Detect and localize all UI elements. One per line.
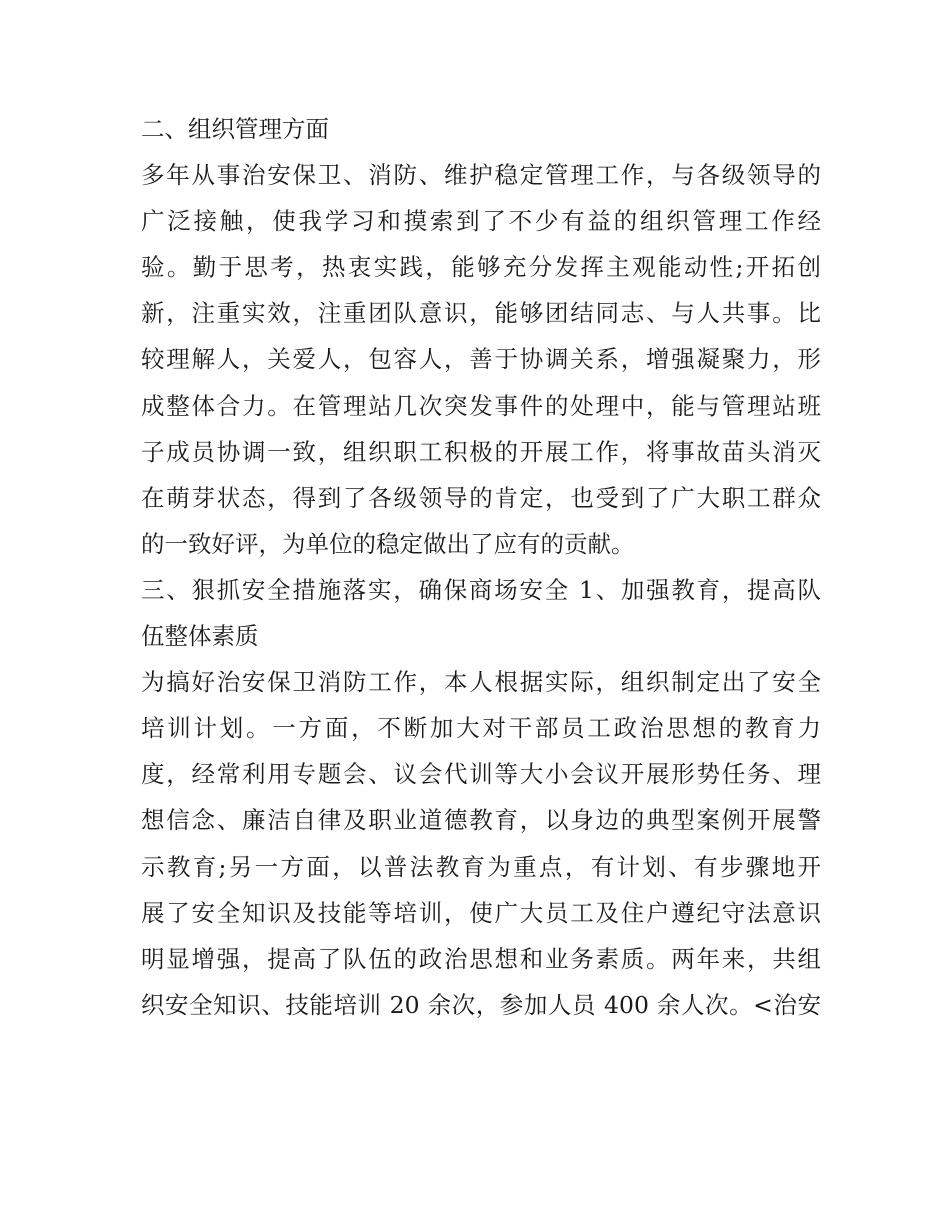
section-heading: 三、狠抓安全措施落实，确保商场安全 1、加强教育，提高队 bbox=[141, 575, 821, 604]
document-body bbox=[141, 106, 821, 1028]
text-line: 展了安全知识及技能等培训，使广大员工及住户遵纪守法意识 bbox=[141, 898, 821, 927]
text-line: 在萌芽状态，得到了各级领导的肯定，也受到了广大职工群众 bbox=[141, 483, 821, 512]
text-line: 广泛接触，使我学习和摸索到了不少有益的组织管理工作经 bbox=[141, 207, 821, 236]
section-heading: 伍整体素质 bbox=[141, 622, 259, 651]
text-line: 子成员协调一致，组织职工积极的开展工作，将事故苗头消灭 bbox=[141, 437, 821, 466]
text-line: 新，注重实效，注重团队意识，能够团结同志、与人共事。比 bbox=[141, 299, 821, 328]
text-line: 想信念、廉洁自律及职业道德教育，以身边的典型案例开展警 bbox=[141, 806, 821, 835]
text-line: 多年从事治安保卫、消防、维护稳定管理工作，与各级领导的 bbox=[141, 161, 821, 190]
text-line: 为搞好治安保卫消防工作，本人根据实际，组织制定出了安全 bbox=[141, 668, 821, 697]
text-line: 培训计划。一方面，不断加大对干部员工政治思想的教育力 bbox=[141, 714, 821, 743]
text-line: 较理解人，关爱人，包容人，善于协调关系，增强凝聚力，形 bbox=[141, 345, 821, 374]
text-line: 示教育;另一方面，以普法教育为重点，有计划、有步骤地开 bbox=[141, 852, 821, 881]
section-heading: 二、组织管理方面 bbox=[141, 115, 329, 143]
text-line: 明显增强，提高了队伍的政治思想和业务素质。两年来，共组 bbox=[141, 944, 821, 973]
text-line: 织安全知识、技能培训 20 余次，参加人员 400 余人次。<治安 bbox=[141, 990, 821, 1019]
text-line: 度，经常利用专题会、议会代训等大小会议开展形势任务、理 bbox=[141, 760, 821, 789]
text-line: 的一致好评，为单位的稳定做出了应有的贡献。 bbox=[141, 529, 635, 558]
text-line: 成整体合力。在管理站几次突发事件的处理中，能与管理站班 bbox=[141, 391, 821, 420]
text-line: 验。勤于思考，热衷实践，能够充分发挥主观能动性;开拓创 bbox=[141, 253, 821, 282]
